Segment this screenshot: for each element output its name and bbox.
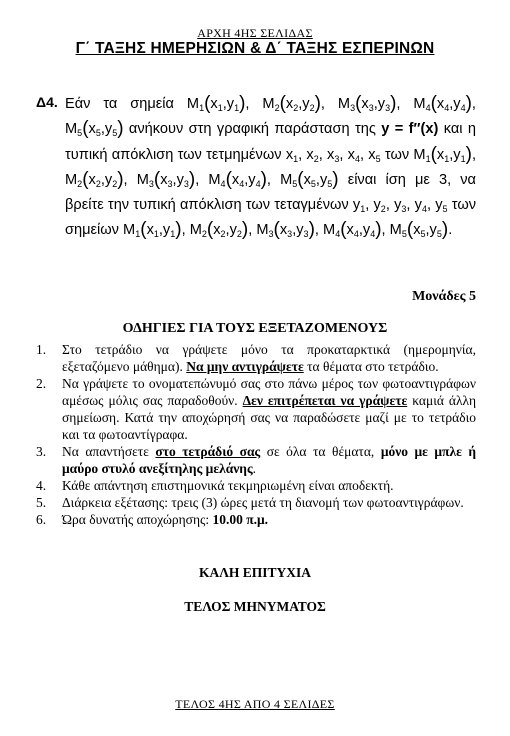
instruction-text: καμιά άλλη σημείωση. Κατά την αποχώρησή σας να παραδώσετε μαζί με το τετράδιο και τα φωτοαντίγραφα. [62, 393, 477, 442]
point-m3: $M_3(x_3,y_3)$, [136, 168, 200, 190]
instruction-item [36, 477, 476, 494]
point-m4: $M_4(x_4,y_4)$, [323, 219, 386, 241]
question-text: Εάν τα σημεία [65, 96, 174, 112]
question-body [65, 92, 476, 244]
question-label: Δ4. [36, 94, 58, 110]
instruction-item [36, 341, 476, 375]
instruction-emphasis: στο τετράδιό σας [155, 444, 261, 459]
good-luck-text: ΚΑΛΗ ΕΠΙΤΥΧΙΑ [198, 565, 312, 580]
point-m3: $M_3(x_3,y_3)$, [337, 93, 401, 114]
instruction-item [36, 375, 476, 443]
page-footer: ΤΕΛΟΣ 4ΗΣ ΑΠΟ 4 ΣΕΛΙΔΕΣ [175, 697, 335, 711]
instruction-emphasis: Δεν επιτρέπεται να γράψετε [242, 393, 408, 408]
page-header-title: Γ΄ ΤΑΞΗΣ ΗΜΕΡΗΣΙΩΝ & Δ΄ ΤΑΞΗΣ ΕΣΠΕΡΙΝΩΝ [75, 40, 435, 57]
instruction-text: . [252, 461, 257, 476]
question-text: είναι ίση με 3, να βρείτε την τυπική απόκλιση των τεταγμένων [65, 171, 476, 214]
instruction-text: τα θέματα στο τετράδιο. [307, 359, 439, 374]
item-number: 2. [36, 376, 47, 391]
instruction-text: Στο τετράδιο να γράψετε μόνο τα προκαταρκτικά (ημερομηνία, εξεταζόμενο μάθημα). [62, 342, 476, 374]
instruction-item [36, 443, 476, 477]
item-number: 4. [36, 478, 47, 493]
item-number: 5. [36, 495, 47, 510]
point-m4: $M_4(x_4,y_4)$, [413, 93, 476, 114]
instruction-item [36, 494, 476, 511]
marks-label: Μονάδες 5 [412, 289, 476, 304]
ordinates-list: $y_1$, $y_2$, $y_3$, $y_4$, $y_5$ [352, 197, 448, 215]
instruction-item [36, 511, 476, 528]
departure-time: 10.00 π.μ. [212, 512, 269, 527]
point-m1: $M_1(x_1,y_1)$, [413, 143, 476, 165]
point-m1: $M_1(x_1,y_1)$, [123, 219, 186, 241]
point-m2: $M_2(x_2,y_2)$, [189, 219, 253, 241]
instruction-text: Να γράψετε το ονοματεπώνυμό σας στο πάνω μέρος των φωτοαντιγράφων αμέσως μόλις σας παραδοθούν. [62, 376, 476, 408]
item-number: 1. [36, 342, 47, 357]
instruction-text: σε όλα τα θέματα, [266, 444, 375, 459]
point-m2: $M_2(x_2,y_2)$, [65, 168, 128, 190]
instruction-emphasis: Να μην αντιγράψετε [186, 359, 304, 374]
question-text: των [384, 146, 410, 163]
abscissas-list: $x_1$, $x_2$, $x_3$, $x_4$, $x_5$ [285, 146, 381, 164]
instruction-text: Κάθε απάντηση επιστημονικά τεκμηριωμένη είναι αποδεκτή. [62, 478, 394, 493]
question-text: και η τυπική απόκλιση των τετμημένων [65, 121, 476, 163]
instructions-list [36, 341, 476, 528]
instruction-text: Ώρα δυνατής αποχώρησης: [62, 512, 210, 527]
point-m3: $M_3(x_3,y_3)$, [256, 219, 319, 241]
instructions-title: ΟΔΗΓΙΕΣ ΓΙΑ ΤΟΥΣ ΕΞΕΤΑΖΟΜΕΝΟΥΣ [122, 321, 388, 336]
item-number: 6. [36, 512, 47, 527]
instruction-emphasis: μόνο με μπλε ή μαύρο στυλό ανεξίτηλης μελάνης [62, 444, 477, 476]
instruction-text: Να απαντήσετε [62, 444, 149, 459]
question-text: ανήκουν στη γραφική παράσταση της [128, 121, 376, 138]
point-m5: $M_5(x_5,y_5)$ [65, 118, 124, 140]
point-m2: $M_2(x_2,y_2)$, [262, 93, 325, 114]
point-m5: $M_5(x_5,y_5)$. [389, 219, 453, 241]
point-m4: $M_4(x_4,y_4)$, [208, 168, 271, 190]
end-message-text: ΤΕΛΟΣ ΜΗΝΥΜΑΤΟΣ [184, 599, 326, 614]
question-text: των σημείων [65, 197, 477, 239]
function-expression: y = f″(x) [381, 121, 439, 138]
point-m5: $M_5(x_5,y_5)$ [280, 168, 339, 190]
instruction-text: Διάρκεια εξέτασης: τρεις (3) ώρες μετά τη διανομή των φωτοαντιγράφων. [62, 495, 464, 510]
point-m1: $M_1(x_1,y_1)$, [186, 93, 250, 114]
page-header-top: ΑΡΧΗ 4ΗΣ ΣΕΛΙΔΑΣ [197, 26, 313, 40]
item-number: 3. [36, 444, 47, 459]
